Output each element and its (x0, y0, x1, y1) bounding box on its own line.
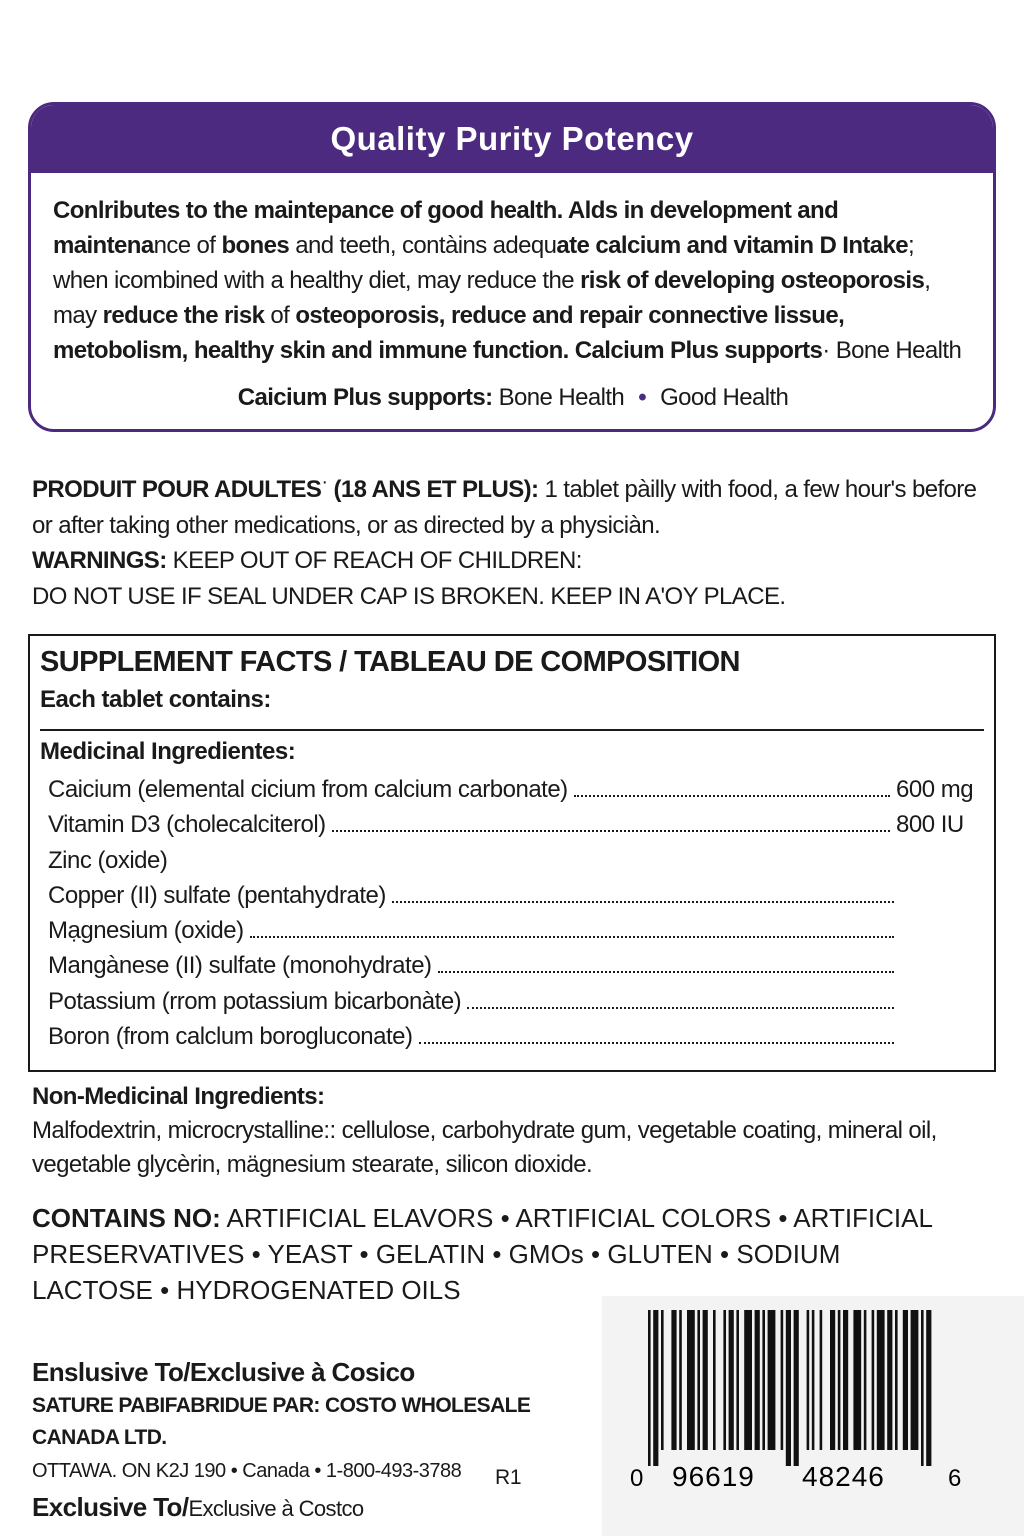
ingredient-name: Zinc (oxide) (48, 846, 168, 874)
ingredient-row (48, 1023, 978, 1058)
ingredient-row (48, 847, 978, 882)
barcode-bar (895, 1310, 898, 1450)
claims-text-run: , may (53, 267, 931, 329)
footer-address: OTTAWA. ON K2J 190 • Canada • 1-800-493-3788 (32, 1460, 462, 1482)
ingredient-row (48, 917, 978, 952)
leader-dots (332, 830, 890, 832)
barcode-bar (786, 1310, 791, 1466)
barcode-bar (729, 1310, 734, 1450)
ingredient-name: Boron (from calclum borogluconate) (48, 1023, 413, 1051)
claims-text-run: Conlributes to the maintepance of good health. Alds in development and maintena (53, 197, 839, 259)
ingredient-name: Mangànese (II) sulfate (monohydrate) (48, 952, 432, 980)
claims-text-run: of (264, 302, 296, 329)
barcode-bar (864, 1310, 867, 1450)
barcode-bar (911, 1310, 919, 1450)
facts-title-bold: SUPPLEMENT FACTS (40, 646, 332, 678)
barcode-bar (703, 1310, 708, 1450)
claims-supports (53, 380, 973, 415)
ingredient-row (48, 952, 978, 987)
footer-exclusive-bold: Enslusive To/Exclusive à Cosico (32, 1357, 415, 1387)
barcode-digit-right: 6 (948, 1465, 962, 1492)
claims-text-run: reduce the risk (102, 302, 265, 329)
ingredient-row (48, 776, 978, 811)
barcode-bar (820, 1310, 823, 1450)
directions-mark: · (321, 471, 328, 493)
footer-exclusive-label: Exclusive To/ (32, 1492, 189, 1522)
barcode-bar (853, 1310, 861, 1450)
barcode-bar (671, 1310, 676, 1450)
barcode-bar (887, 1310, 892, 1450)
barcode-bar (648, 1310, 651, 1466)
non-medicinal-heading: Non-Medicinal Ingredients: (32, 1083, 325, 1110)
claims-body (31, 173, 993, 415)
facts-title (40, 646, 740, 679)
barcode-bar (830, 1310, 835, 1450)
footer-manufacturer: SATURE PABIFABRIDUE PAR: COSTO WHOLESALE CANADA LTD. (32, 1394, 531, 1449)
barcode-bar (768, 1310, 776, 1450)
directions-text: 1 tablet pàilly with food, a few hour's before or after taking other medications, or as directed by a physiciàn. (32, 476, 977, 539)
leader-dots (392, 901, 894, 903)
footer-exclusive (32, 1488, 592, 1528)
claims-paragraph (53, 193, 973, 368)
supplement-facts-panel (28, 634, 996, 1072)
claims-text-run: ; when icombined with a healthy diet, may reduce the (53, 232, 915, 294)
facts-title-rest: / TABLEAU DE COMPOSITION (331, 646, 740, 678)
barcode-bar (697, 1310, 700, 1450)
barcode-bar (713, 1310, 716, 1450)
barcode-bar (921, 1310, 924, 1466)
contains-no-section (32, 1200, 932, 1308)
barcode-group-2: 48246 (802, 1461, 885, 1492)
warnings-label: WARNINGS: (32, 547, 167, 574)
barcode-bar (843, 1310, 848, 1450)
warnings-line2: DO NOT USE IF SEAL UNDER CAP IS BROKEN. KEEP IN A'OY PLACE. (32, 583, 786, 610)
barcode-bar (781, 1310, 784, 1450)
claims-title: Quality Purity Potency (31, 105, 993, 173)
leader-dots (438, 971, 894, 973)
barcode-group-1: 96619 (672, 1461, 755, 1492)
leader-dots (574, 795, 890, 797)
barcode-bars (602, 1296, 1024, 1536)
barcode-bar (877, 1310, 885, 1450)
non-medicinal-section (32, 1080, 1002, 1182)
ingredient-amount: 600 mg (896, 776, 974, 803)
claims-text-run: bones (221, 232, 290, 259)
ingredient-name: Potassium (rrom potassium bicarbonàte) (48, 987, 462, 1015)
non-medicinal-text: Malfodextrin, microcrystalline:: cellulose, carbohydrate gum, vegetable coating, mineral oil, vegetable glycèrin, mägnesium stearate, silicon dioxide. (32, 1117, 937, 1178)
barcode-bar (736, 1310, 739, 1450)
revision-code: R1 (495, 1466, 522, 1489)
ingredient-amount: 800 IU (896, 811, 964, 839)
barcode-bar (903, 1310, 908, 1450)
leader-dots (250, 936, 894, 938)
claims-box (28, 102, 996, 432)
barcode-bar (926, 1310, 931, 1466)
supports-label: Caicium Plus supports: (237, 384, 493, 411)
medicinal-heading: Medicinal Ingredientes: (40, 738, 296, 765)
warnings (32, 543, 1002, 615)
claims-text-run: osteoporosis, reduce and repair connective lissue, metobolism, healthy skin and immune function. Calcium Plus supports (53, 302, 845, 364)
barcode-bar (812, 1310, 815, 1450)
ingredient-name: Vitamin D3 (cholecalciterol) (48, 811, 326, 839)
leader-dots (467, 1007, 894, 1009)
barcode-bar (687, 1310, 695, 1450)
ingredient-name: Mạgnesium (oxide) (48, 917, 244, 945)
supports-item-bone: Bone Health (498, 384, 625, 411)
claims-text-run: and teeth, contàins adequ (289, 232, 557, 259)
claims-text-run: nce of (153, 232, 222, 259)
contains-no-text: ARTIFICIAL ELAVORS • ARTIFICIAL COLORS • ARTIFICIAL PRESERVATIVES • YEAST • GELATIN • GMOs • GLUTEN • SODIUM LACTOSE • HYDROGENATED OILS (32, 1203, 932, 1305)
barcode-bar (744, 1310, 752, 1450)
leader-dots (419, 1042, 894, 1044)
claims-text-run: · Bone Health (822, 337, 962, 364)
directions-age: (18 ANS ET PLUS): (327, 476, 539, 503)
barcode-digit-left: 0 (630, 1465, 644, 1492)
bullet-icon: • (638, 384, 647, 411)
barcode (602, 1296, 1024, 1536)
directions-label: PRODUIT POUR ADULTES (32, 476, 322, 503)
facts-divider (40, 729, 984, 731)
ingredient-row (48, 882, 978, 917)
claims-text-run: ate calcium and vitamin D Intake (556, 232, 909, 259)
footer (32, 1354, 592, 1528)
barcode-bar (653, 1310, 658, 1466)
barcode-bar (679, 1310, 682, 1450)
footer-exclusive-rest: Exclusive à Costco (188, 1496, 364, 1521)
barcode-bar (723, 1310, 726, 1450)
warnings-line1: KEEP OUT OF REACH OF CHILDREN: (166, 547, 582, 574)
ingredient-list (48, 776, 978, 1058)
barcode-bar (661, 1310, 664, 1450)
barcode-bar (755, 1310, 760, 1450)
facts-subtitle: Each tablet contains: (40, 686, 271, 713)
ingredient-name: Caicium (elemental cicium from calcium carbonate) (48, 776, 568, 803)
barcode-bar (807, 1310, 810, 1450)
ingredient-row (48, 988, 978, 1023)
barcode-bar (762, 1310, 765, 1450)
barcode-bar (872, 1310, 875, 1450)
barcode-bar (838, 1310, 841, 1450)
contains-no-label: CONTAINS NO: (32, 1203, 221, 1233)
supports-item-good: Good Health (660, 384, 789, 411)
ingredient-name: Copper (II) sulfate (pentahydrate) (48, 881, 386, 909)
barcode-bar (794, 1310, 799, 1466)
ingredient-row (48, 811, 978, 846)
directions (32, 464, 1002, 544)
claims-text-run: risk of developing osteoporosis (580, 267, 925, 294)
